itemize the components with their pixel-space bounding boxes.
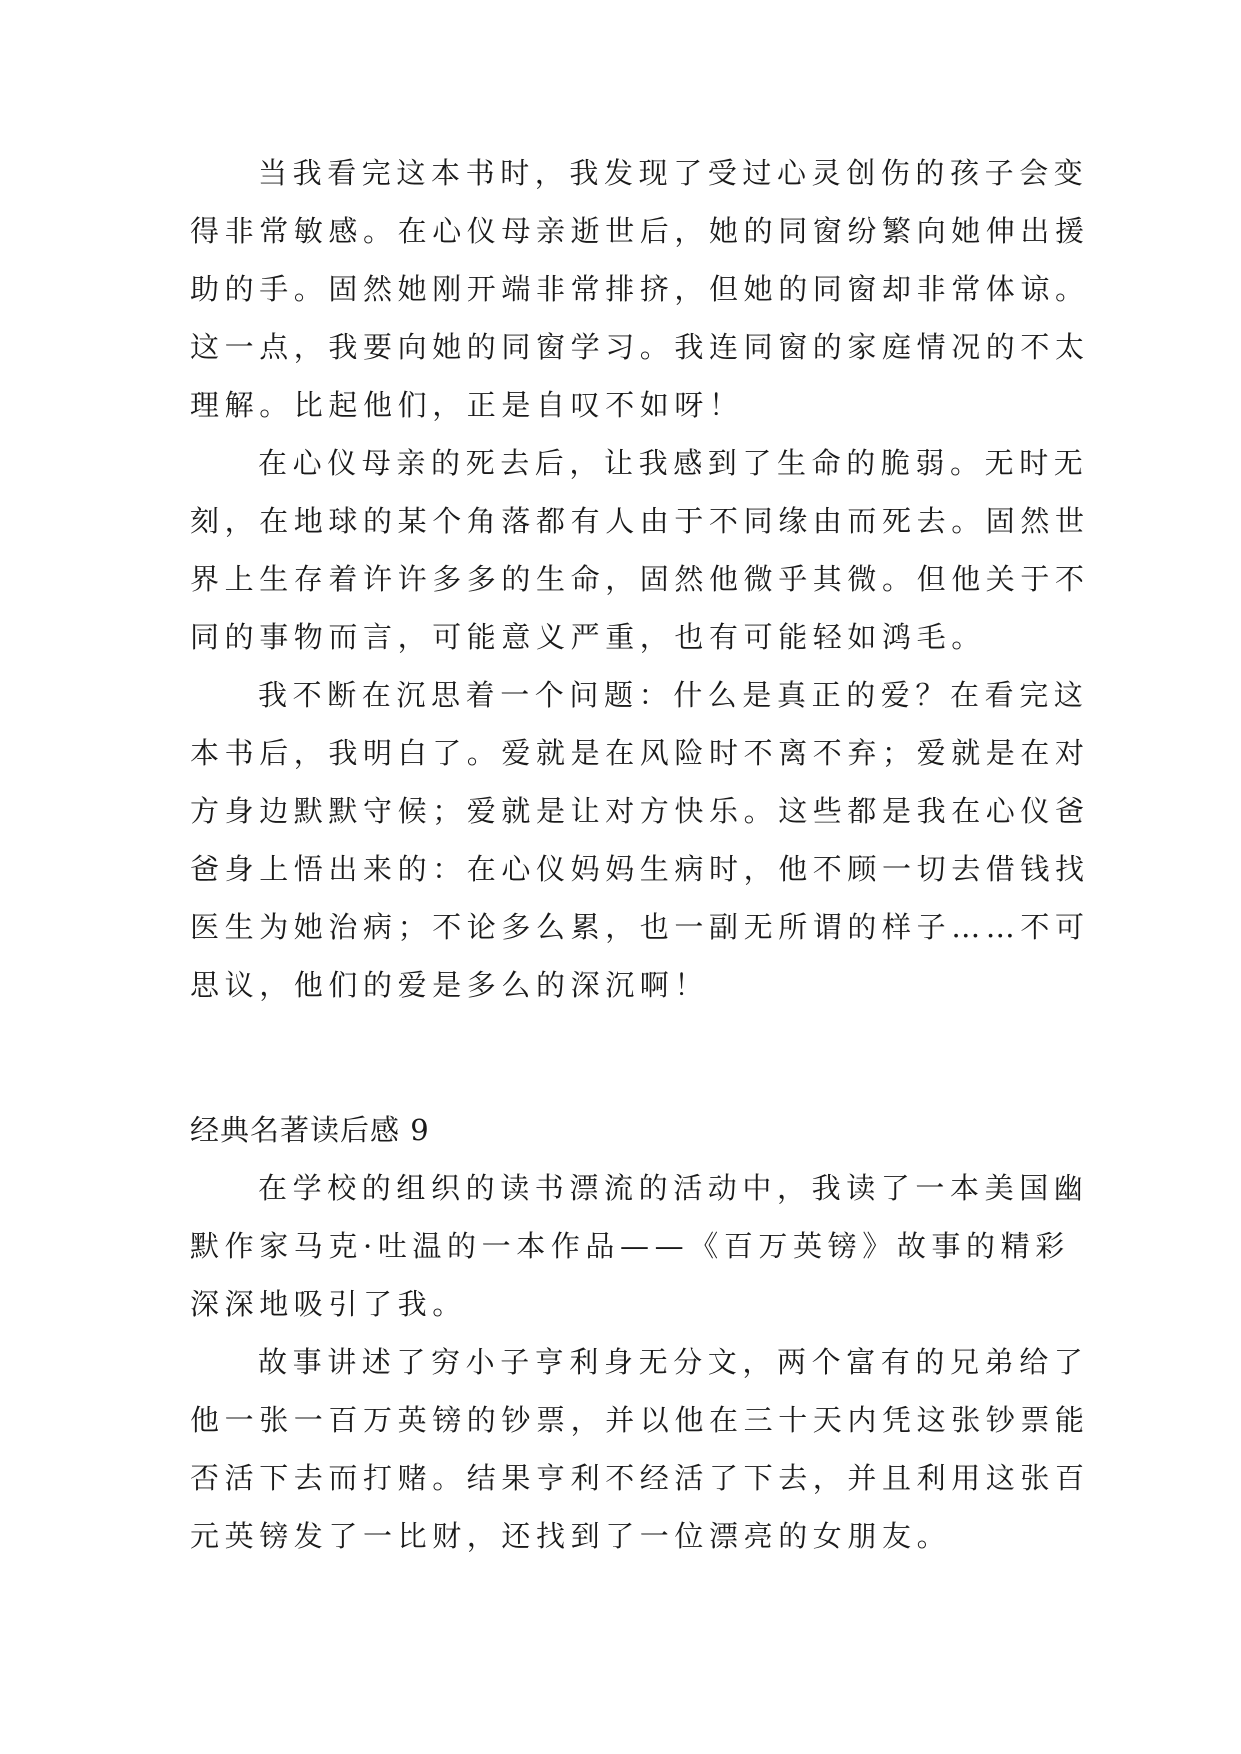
paragraph-line: 爸身上悟出来的：在心仪妈妈生病时，他不顾一切去借钱找 (190, 852, 1090, 886)
paragraph-line: 理解。比起他们，正是自叹不如呀！ (190, 388, 744, 422)
paragraph-line: 深深地吸引了我。 (190, 1287, 467, 1321)
paragraph-line: 方身边默默守候；爱就是让对方快乐。这些都是我在心仪爸 (190, 794, 1090, 828)
paragraph-line: 他一张一百万英镑的钞票，并以他在三十天内凭这张钞票能 (190, 1403, 1090, 1437)
paragraph-line: 本书后，我明白了。爱就是在风险时不离不弃；爱就是在对 (190, 736, 1090, 770)
paragraph-line: 得非常敏感。在心仪母亲逝世后，她的同窗纷繁向她伸出援 (190, 214, 1090, 248)
paragraph-line: 思议，他们的爱是多么的深沉啊！ (190, 968, 710, 1002)
section-heading: 经典名著读后感 9 (190, 1113, 430, 1147)
paragraph-line: 否活下去而打赌。结果亨利不经活了下去，并且利用这张百 (190, 1461, 1090, 1495)
paragraph-line: 界上生存着许许多多的生命，固然他微乎其微。但他关于不 (190, 562, 1090, 596)
paragraph-line: 默作家马克·吐温的一本作品——《百万英镑》故事的精彩 (190, 1229, 1070, 1263)
paragraph-line: 故事讲述了穷小子亨利身无分文，两个富有的兄弟给了 (258, 1345, 1089, 1379)
paragraph-line: 在心仪母亲的死去后，让我感到了生命的脆弱。无时无 (258, 446, 1089, 480)
paragraph-line: 当我看完这本书时，我发现了受过心灵创伤的孩子会变 (258, 156, 1089, 190)
paragraph-line: 医生为她治病；不论多么累，也一副无所谓的样子……不可 (190, 910, 1090, 944)
paragraph-line: 元英镑发了一比财，还找到了一位漂亮的女朋友。 (190, 1519, 952, 1553)
paragraph-line: 刻，在地球的某个角落都有人由于不同缘由而死去。固然世 (190, 504, 1090, 538)
paragraph-line: 助的手。固然她刚开端非常排挤，但她的同窗却非常体谅。 (190, 272, 1090, 306)
paragraph-line: 我不断在沉思着一个问题：什么是真正的爱？在看完这 (258, 678, 1089, 712)
paragraph-line: 在学校的组织的读书漂流的活动中，我读了一本美国幽 (258, 1171, 1089, 1205)
paragraph-line: 这一点，我要向她的同窗学习。我连同窗的家庭情况的不太 (190, 330, 1090, 364)
paragraph-line: 同的事物而言，可能意义严重，也有可能轻如鸿毛。 (190, 620, 986, 654)
